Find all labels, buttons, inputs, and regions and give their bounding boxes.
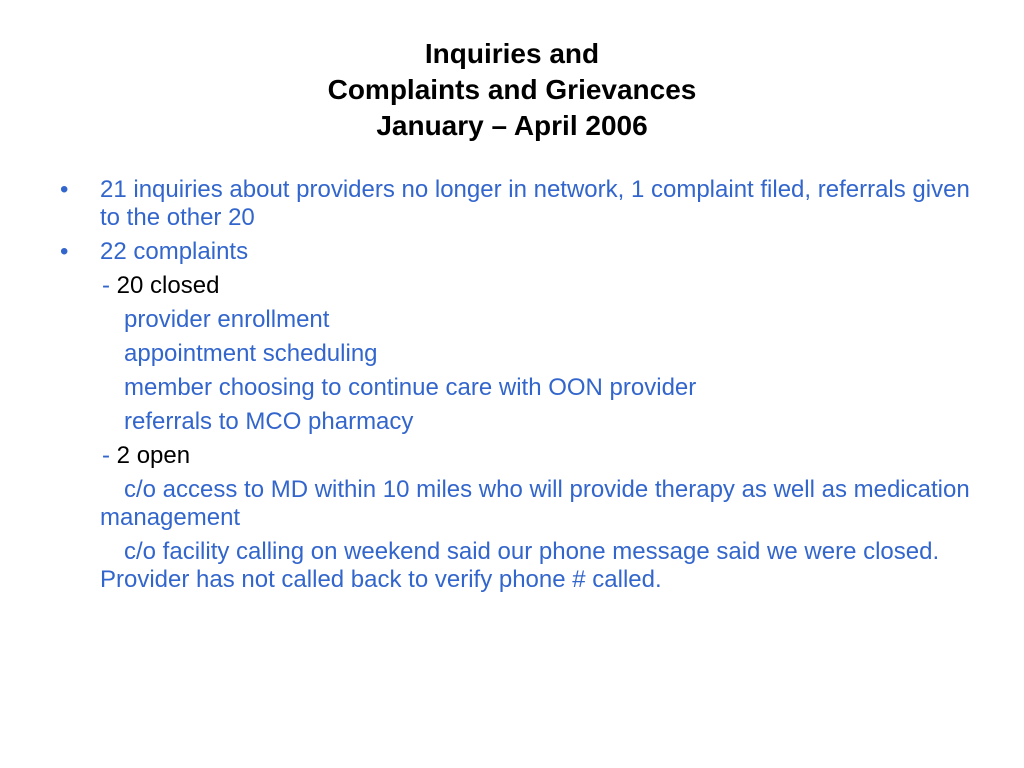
closed-item: [100, 306, 970, 334]
bullet-text: 21 inquiries about providers no longer in network, 1 complaint filed, referrals given to the other 20: [100, 176, 970, 231]
bullet-marker: •: [60, 176, 69, 203]
open-item-text: c/o facility calling on weekend said our phone message said we were closed. Provider has not called back to verify phone # called.: [100, 538, 940, 593]
bullet-item-complaints: [0, 238, 1024, 266]
closed-item: [100, 408, 970, 436]
closed-item: [100, 374, 970, 402]
closed-item-text: appointment scheduling: [124, 340, 378, 367]
bullet-item-inquiries: [0, 176, 1024, 232]
open-item-text: c/o access to MD within 10 miles who will provide therapy as well as medication management: [100, 476, 970, 531]
open-label: 2 open: [116, 442, 191, 469]
closed-item-text: provider enrollment: [124, 306, 330, 333]
title-line-2: Complaints and Grievances: [327, 74, 697, 105]
bullet-marker: •: [60, 238, 69, 265]
closed-label: 20 closed: [116, 272, 220, 299]
open-heading: [100, 442, 1024, 470]
dash-marker: -: [102, 442, 110, 469]
slide-title: [0, 36, 1024, 144]
closed-item-text: member choosing to continue care with OON provider: [124, 374, 697, 401]
title-line-3: January – April 2006: [376, 110, 648, 141]
closed-item: [100, 340, 970, 368]
slide-body: [0, 176, 1024, 594]
closed-heading: [100, 272, 1024, 300]
dash-marker: -: [102, 272, 110, 299]
bullet-text: 22 complaints: [100, 238, 249, 265]
title-line-1: Inquiries and: [424, 38, 600, 69]
open-item: [100, 476, 970, 532]
closed-item-text: referrals to MCO pharmacy: [124, 408, 414, 435]
open-item: [100, 538, 970, 594]
